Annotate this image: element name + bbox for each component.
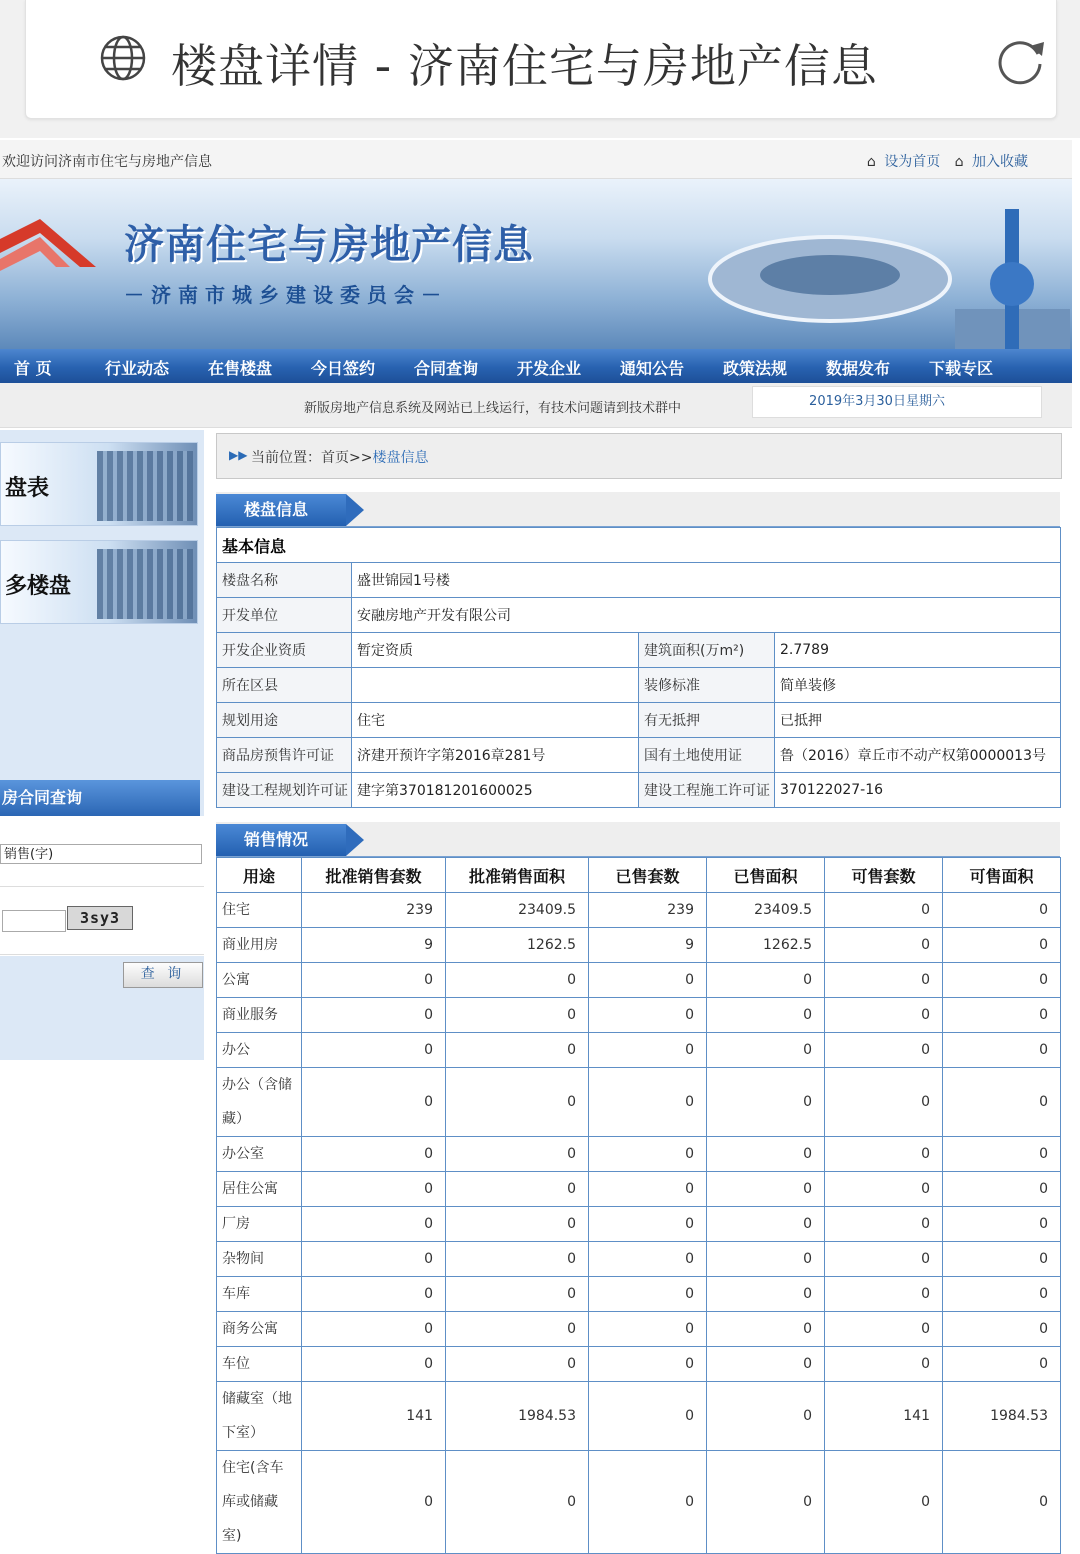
value-cell: 0: [446, 1172, 589, 1207]
stadium-image: [700, 209, 1070, 349]
banner-title: 济南住宅与房地产信息: [124, 221, 534, 268]
usage-cell: 车库: [217, 1277, 302, 1312]
sales-table: [216, 857, 1061, 1554]
column-header: 批准销售套数: [302, 858, 446, 893]
table-row: [217, 1312, 1061, 1347]
notice-message: 新版房地产信息系统及网站已上线运行，有技术问题请到技术群中: [304, 401, 682, 416]
table-row: [217, 598, 1061, 633]
field-value: 已抵押: [775, 703, 1061, 738]
nav-contract-query[interactable]: 合同查询: [414, 359, 479, 378]
value-cell: 0: [825, 928, 943, 963]
value-cell: 0: [943, 998, 1061, 1033]
value-cell: 0: [302, 998, 446, 1033]
value-cell: 239: [302, 893, 446, 928]
usage-cell: 厂房: [217, 1207, 302, 1242]
value-cell: 0: [943, 1347, 1061, 1382]
value-cell: 0: [302, 1277, 446, 1312]
value-cell: 141: [302, 1382, 446, 1451]
usage-cell: 办公室: [217, 1137, 302, 1172]
value-cell: 0: [589, 998, 707, 1033]
field-value: 暂定资质: [352, 633, 639, 668]
captcha-image[interactable]: 3sy3: [67, 906, 133, 930]
field-label: 所在区县: [217, 668, 352, 703]
date-display: 2019年3月30日星期六: [752, 386, 1042, 418]
value-cell: 9: [302, 928, 446, 963]
value-cell: 141: [825, 1382, 943, 1451]
column-header: 可售面积: [943, 858, 1061, 893]
sidebar-button-more[interactable]: [0, 540, 198, 624]
field-label: 开发企业资质: [217, 633, 352, 668]
table-row: [217, 998, 1061, 1033]
field-value: 370122027-16: [775, 773, 1061, 808]
value-cell: 0: [943, 1242, 1061, 1277]
add-favorite-link[interactable]: 加入收藏: [972, 154, 1028, 170]
value-cell: 1262.5: [446, 928, 589, 963]
column-header: 已售套数: [589, 858, 707, 893]
field-label: 建筑面积(万m²): [639, 633, 775, 668]
table-row: [217, 563, 1061, 598]
table-row: [217, 773, 1061, 808]
usage-cell: 住宅(含车库或储藏室): [217, 1451, 302, 1554]
usage-cell: 办公: [217, 1033, 302, 1068]
field-value: [352, 668, 639, 703]
value-cell: 0: [943, 893, 1061, 928]
query-button[interactable]: 查 询: [123, 962, 203, 988]
value-cell: 0: [943, 1068, 1061, 1137]
sidebar: [0, 430, 204, 1060]
value-cell: 0: [943, 1277, 1061, 1312]
value-cell: 0: [446, 1068, 589, 1137]
field-label: 开发单位: [217, 598, 352, 633]
value-cell: 0: [302, 1172, 446, 1207]
field-label: 建设工程施工许可证: [639, 773, 775, 808]
field-value: 住宅: [352, 703, 639, 738]
value-cell: 0: [825, 1451, 943, 1554]
reload-icon[interactable]: [992, 32, 1048, 88]
value-cell: 0: [302, 963, 446, 998]
value-cell: 23409.5: [707, 893, 825, 928]
browser-chrome: [0, 0, 1080, 138]
nav-developers[interactable]: 开发企业: [517, 359, 582, 378]
field-value: 安融房地产开发有限公司: [352, 598, 1061, 633]
usage-cell: 住宅: [217, 893, 302, 928]
value-cell: 0: [446, 1137, 589, 1172]
value-cell: 0: [707, 1033, 825, 1068]
table-row: [217, 1382, 1061, 1451]
set-home-link[interactable]: 设为首页: [884, 154, 941, 170]
welcome-text: 欢迎访问济南市住宅与房地产信息: [2, 154, 212, 170]
nav-industry[interactable]: 行业动态: [105, 359, 170, 378]
field-label: 楼盘名称: [217, 563, 352, 598]
value-cell: 1984.53: [446, 1382, 589, 1451]
field-label: 有无抵押: [639, 703, 775, 738]
table-row: [217, 633, 1061, 668]
value-cell: 1984.53: [943, 1382, 1061, 1451]
table-row: [217, 893, 1061, 928]
value-cell: 0: [707, 998, 825, 1033]
top-bar: [0, 140, 1072, 179]
usage-cell: 商业服务: [217, 998, 302, 1033]
section-title: 销售情况: [216, 824, 346, 856]
value-cell: 0: [943, 1451, 1061, 1554]
value-cell: 0: [302, 1312, 446, 1347]
column-header: 用途: [217, 858, 302, 893]
value-cell: 0: [589, 1068, 707, 1137]
table-row: [217, 1451, 1061, 1554]
value-cell: 0: [302, 1207, 446, 1242]
value-cell: 0: [943, 928, 1061, 963]
globe-icon: [99, 34, 147, 82]
table-row: [217, 528, 1061, 563]
usage-cell: 商务公寓: [217, 1312, 302, 1347]
value-cell: 0: [825, 1033, 943, 1068]
nav-on-sale[interactable]: 在售楼盘: [208, 359, 273, 378]
value-cell: 0: [589, 1382, 707, 1451]
usage-cell: 杂物间: [217, 1242, 302, 1277]
value-cell: 0: [707, 1312, 825, 1347]
value-cell: 0: [589, 1277, 707, 1312]
value-cell: 1262.5: [707, 928, 825, 963]
value-cell: 0: [707, 1068, 825, 1137]
value-cell: 0: [302, 1242, 446, 1277]
value-cell: 0: [943, 1172, 1061, 1207]
table-row: [217, 1033, 1061, 1068]
value-cell: 0: [302, 1068, 446, 1137]
value-cell: 0: [825, 1068, 943, 1137]
value-cell: 0: [446, 963, 589, 998]
nav-home[interactable]: 首 页: [14, 359, 52, 378]
double-arrow-icon: ▶▶: [229, 448, 248, 462]
sidebar-button-label: 多楼盘: [5, 574, 72, 599]
value-cell: 0: [943, 1312, 1061, 1347]
value-cell: 0: [302, 1033, 446, 1068]
table-header-row: [217, 858, 1061, 893]
basic-info-header: 基本信息: [217, 528, 1061, 563]
value-cell: 0: [825, 1347, 943, 1382]
value-cell: 0: [446, 998, 589, 1033]
field-label: 规划用途: [217, 703, 352, 738]
field-value: 2.7789: [775, 633, 1061, 668]
value-cell: 0: [943, 963, 1061, 998]
table-row: [217, 928, 1061, 963]
value-cell: 0: [589, 1242, 707, 1277]
sidebar-button-label: 盘表: [5, 476, 50, 501]
value-cell: 9: [589, 928, 707, 963]
value-cell: 0: [825, 1312, 943, 1347]
value-cell: 0: [589, 1451, 707, 1554]
usage-cell: 商业用房: [217, 928, 302, 963]
basic-info-table: [216, 527, 1061, 808]
value-cell: 0: [707, 1137, 825, 1172]
value-cell: 0: [825, 1172, 943, 1207]
column-header: 可售套数: [825, 858, 943, 893]
value-cell: 0: [446, 1312, 589, 1347]
value-cell: 0: [302, 1451, 446, 1554]
home-icon: ⌂: [954, 154, 964, 170]
value-cell: 0: [943, 1137, 1061, 1172]
usage-cell: 公寓: [217, 963, 302, 998]
table-row: [217, 1068, 1061, 1137]
notice-bar: [0, 383, 1072, 428]
table-row: [217, 1172, 1061, 1207]
usage-cell: 储藏室（地下室）: [217, 1382, 302, 1451]
value-cell: 0: [707, 1172, 825, 1207]
value-cell: 0: [446, 1347, 589, 1382]
divider: [0, 954, 204, 955]
table-row: [217, 1347, 1061, 1382]
column-header: 已售面积: [707, 858, 825, 893]
table-row: [217, 1242, 1061, 1277]
value-cell: 23409.5: [446, 893, 589, 928]
breadcrumb-prefix[interactable]: 当前位置：首页>>: [251, 450, 373, 466]
table-row: [217, 668, 1061, 703]
value-cell: 0: [825, 963, 943, 998]
value-cell: 0: [707, 1382, 825, 1451]
sidebar-button-list[interactable]: [0, 442, 198, 526]
value-cell: 0: [707, 1242, 825, 1277]
field-value: 建字第370181201600025: [352, 773, 639, 808]
field-label: 装修标准: [639, 668, 775, 703]
table-row: [217, 1277, 1061, 1312]
value-cell: 0: [446, 1207, 589, 1242]
section-header-sales: [216, 822, 1060, 858]
table-row: [217, 703, 1061, 738]
table-row: [217, 1207, 1061, 1242]
value-cell: 0: [446, 1451, 589, 1554]
value-cell: 0: [446, 1033, 589, 1068]
value-cell: 0: [707, 963, 825, 998]
column-header: 批准销售面积: [446, 858, 589, 893]
value-cell: 0: [589, 1207, 707, 1242]
address-bar[interactable]: [25, 0, 1057, 119]
value-cell: 0: [707, 1347, 825, 1382]
nav-today-signed[interactable]: 今日签约: [311, 359, 376, 378]
nav-policy[interactable]: 政策法规: [723, 359, 788, 378]
value-cell: 0: [589, 1347, 707, 1382]
field-label: 国有土地使用证: [639, 738, 775, 773]
contract-query-form: [0, 816, 204, 956]
tab-arrow: [346, 824, 364, 856]
breadcrumb: [216, 433, 1062, 479]
value-cell: 0: [446, 1277, 589, 1312]
nav-notices[interactable]: 通知公告: [620, 359, 685, 378]
page-title: 楼盘详情 - 济南住宅与房地产信息: [171, 39, 878, 93]
value-cell: 0: [302, 1137, 446, 1172]
field-value: 鲁（2016）章丘市不动产权第0000013号: [775, 738, 1061, 773]
breadcrumb-current[interactable]: 楼盘信息: [372, 450, 429, 466]
table-row: [217, 1137, 1061, 1172]
value-cell: 0: [943, 1033, 1061, 1068]
contract-query-title: 房合同查询: [0, 780, 200, 816]
table-row: [217, 738, 1061, 773]
captcha-input[interactable]: [2, 910, 66, 932]
field-value: 简单装修: [775, 668, 1061, 703]
building-image: [97, 549, 193, 619]
building-image: [97, 451, 193, 521]
value-cell: 0: [707, 1277, 825, 1312]
table-row: [217, 963, 1061, 998]
field-value: 济建开预许字第2016章281号: [352, 738, 639, 773]
field-value: 盛世锦园1号楼: [352, 563, 1061, 598]
field-label: 商品房预售许可证: [217, 738, 352, 773]
value-cell: 0: [589, 1312, 707, 1347]
web-page: [0, 140, 1072, 1544]
value-cell: 239: [589, 893, 707, 928]
contract-type-select[interactable]: 销售(字): [0, 844, 202, 864]
section-header-property: [216, 492, 1060, 528]
value-cell: 0: [302, 1347, 446, 1382]
usage-cell: 办公（含储藏）: [217, 1068, 302, 1137]
usage-cell: 车位: [217, 1347, 302, 1382]
usage-cell: 居住公寓: [217, 1172, 302, 1207]
nav-data[interactable]: 数据发布: [826, 359, 891, 378]
value-cell: 0: [589, 1033, 707, 1068]
value-cell: 0: [589, 1137, 707, 1172]
value-cell: 0: [707, 1207, 825, 1242]
site-banner: [0, 179, 1072, 349]
main-nav: [0, 349, 1072, 383]
nav-download[interactable]: 下载专区: [929, 359, 994, 378]
section-title: 楼盘信息: [216, 494, 346, 526]
value-cell: 0: [707, 1451, 825, 1554]
value-cell: 0: [825, 1207, 943, 1242]
value-cell: 0: [446, 1242, 589, 1277]
value-cell: 0: [589, 1172, 707, 1207]
banner-subtitle: －济南市城乡建设委员会－: [124, 283, 448, 307]
value-cell: 0: [825, 1277, 943, 1312]
value-cell: 0: [825, 998, 943, 1033]
logo-roof-icon: [0, 219, 100, 279]
value-cell: 0: [825, 1137, 943, 1172]
tab-arrow: [346, 494, 364, 526]
value-cell: 0: [825, 1242, 943, 1277]
field-label: 建设工程规划许可证: [217, 773, 352, 808]
divider: [0, 886, 204, 887]
value-cell: 0: [943, 1207, 1061, 1242]
home-icon: ⌂: [866, 154, 876, 170]
value-cell: 0: [589, 963, 707, 998]
value-cell: 0: [825, 893, 943, 928]
